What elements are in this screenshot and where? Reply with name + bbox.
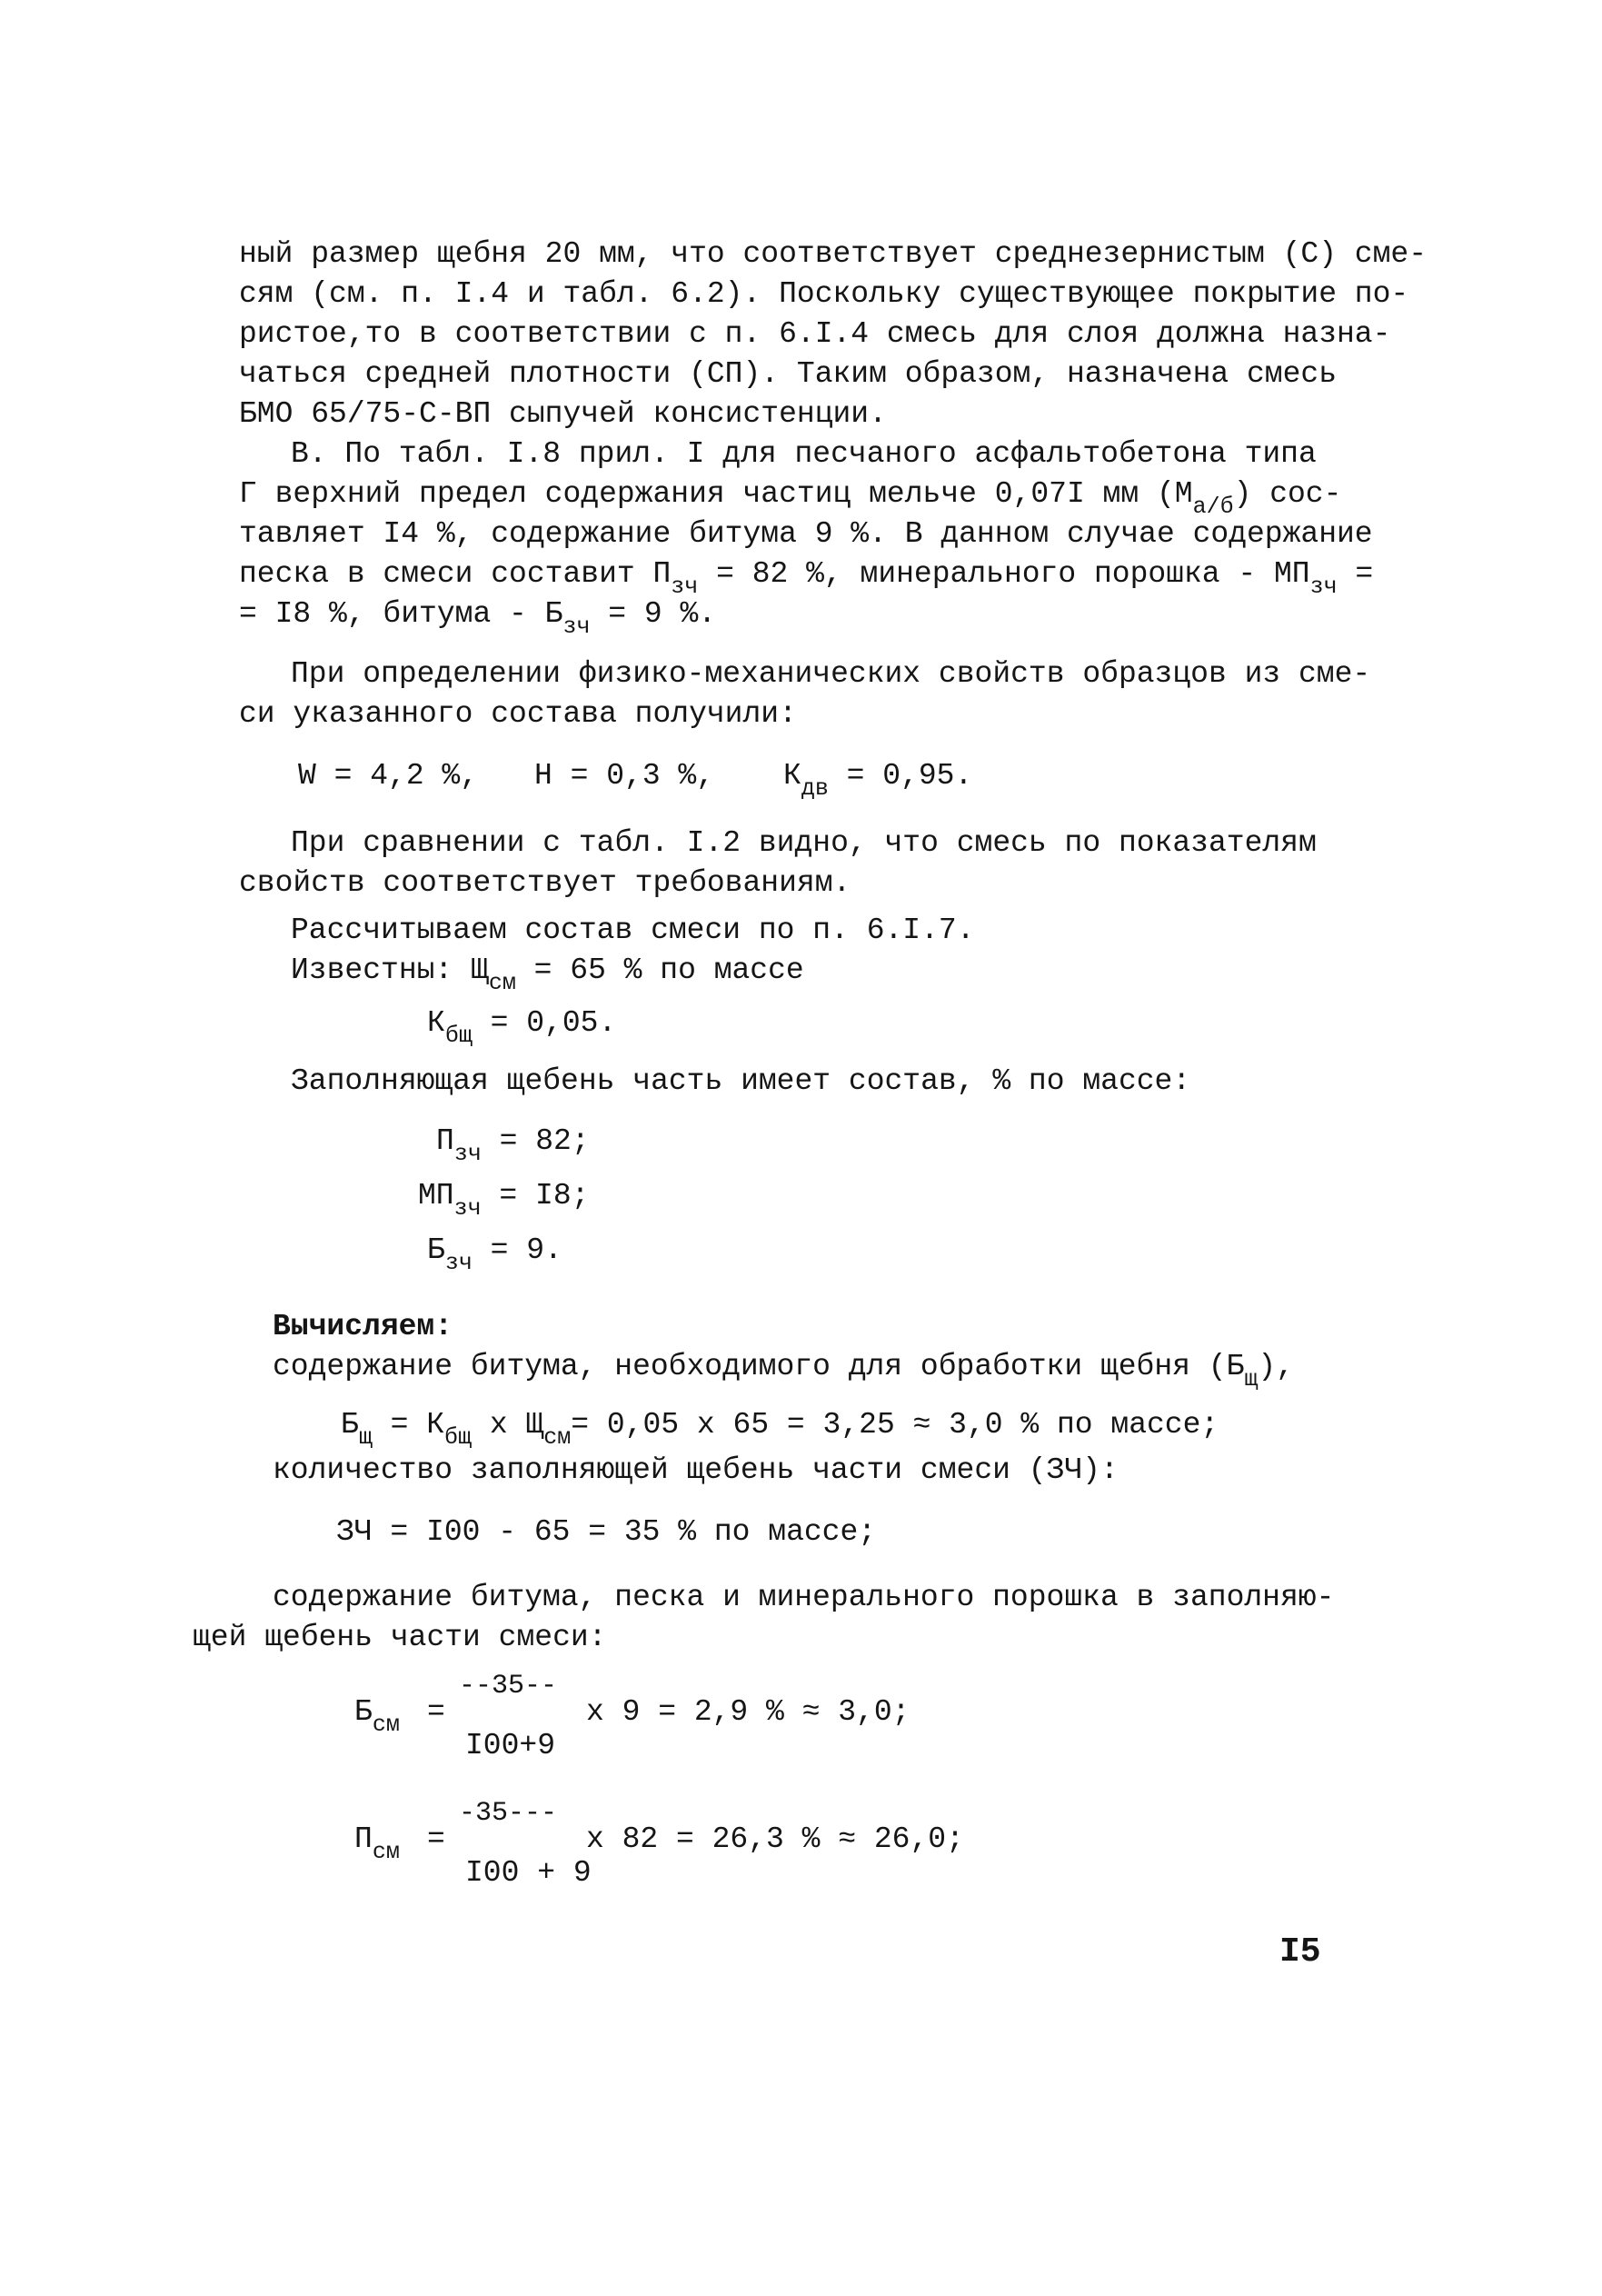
filler-item: $МП_{зч} = I8$; — [418, 1179, 590, 1222]
compute-label: Вычисляем: — [273, 1310, 453, 1343]
equation-2: ЗЧ = I00 - 65 = 35 % по массе; — [336, 1515, 877, 1549]
result-k: $К_{дв} = 0,95$. — [783, 759, 973, 802]
text-line: количество заполняющей щебень части смеси (ЗЧ): — [273, 1453, 1119, 1487]
fraction-denominator: I00+9 — [465, 1729, 556, 1762]
text-line: си указанного состава получили: — [239, 697, 797, 731]
fraction-denominator: I00 + 9 — [465, 1856, 592, 1890]
fraction-numerator: --35-- — [459, 1671, 558, 1702]
page-number: I5 — [1279, 1932, 1321, 1972]
text-line: В. По табл. I.8 прил. I для песчаного асфальтобетона типа — [291, 437, 1317, 471]
fraction-numerator: -35--- — [459, 1798, 558, 1829]
text-line: При сравнении с табл. I.2 видно, что смесь по показателям — [291, 826, 1317, 860]
known-k: $К_{бщ} = 0,05$. — [427, 1006, 617, 1049]
text-line: = I8 %, битума - $Б_{зч} = 9$ %. — [239, 597, 717, 640]
text-line: ный размер щебня 20 мм, что соответствует среднезернистым (С) сме- — [239, 237, 1428, 271]
text-line: ристое,то в соответствии с п. 6.I.4 смесь для слоя должна назна- — [239, 317, 1391, 351]
result-w: W = 4,2 %, — [298, 759, 479, 793]
text-line: содержание битума, песка и минерального порошка в заполняю- — [273, 1581, 1335, 1614]
known-line: Известны: $Щ_{см} = 65$ % по массе — [291, 953, 804, 996]
equation-1: $Б_щ = К_{бщ}$ х $Щ_{см}= 0,05$ х 65 = 3,25 ≈ 3,0 % по массе; — [341, 1408, 1219, 1451]
text-line: БМО 65/75-С-ВП сыпучей консистенции. — [239, 397, 887, 431]
text-line: Рассчитываем состав смеси по п. 6.I.7. — [291, 913, 975, 947]
result-h: Н = 0,3 %, — [534, 759, 715, 793]
text-line: содержание битума, необходимого для обработки щебня $(Б_щ)$, — [273, 1350, 1294, 1393]
document-page: ный размер щебня 20 мм, что соответствует среднезернистым (С) сме- сям (см. п. I.4 и табл. 6.2). Поскольку существующее покрытие по- ристое,то в соответствии с п. 6.I.4 смесь для слоя должна назна- чаться средней плотности (СП). Таким образом, назначена смесь БМО 65/75-С-ВП сыпучей консистенции. В. По табл. I.8 прил. I для песчаного асфальтобетона типа Г верхний предел содержания частиц мельче 0,07I мм $(М_{а/б})$ сос- тавляет I4 %, содержание битума 9 %. В данном случае содержание песка в смеси составит $П_{зч} = 82$ %, минерального порошка - $МП_{зч}$ = = I8 %, битума - $Б_{зч} = 9$ %. При определении физико-механических свойств образцов из сме- си указанного состава получили: W = 4,2 %, Н = 0,3 %, $К_{дв} = 0,95$. При сравнении с табл. I.2 видно, что смесь по показателям свойств соответствует требованиям. Рассчитываем состав смеси по п. 6.I.7. Известны: $Щ_{см} = 65$ % по массе $К_{бщ} = 0,05$. Заполняющая щебень часть имеет состав, % по массе: $П_{зч} = 82$; $МП_{зч} = I8$; $Б_{зч} = 9$. Вычисляем: содержание битума, необходимого для обработки щебня $(Б_щ)$, $Б_щ = К_{бщ}$ х $Щ_{см}= 0,05$ х 65 = 3,25 ≈ 3,0 % по массе; количество заполняющей щебень части смеси (ЗЧ): ЗЧ = I00 - 65 = 35 % по массе; содержание битума, песка и минерального порошка в заполняю- щей щебень части смеси: $Б_{см}$ = --35-- I00+9 х 9 = 2,9 % ≈ 3,0; $П_{см}$ = -35--- I00 + 9 х 82 = 26,3 % ≈ 26,0; I5 — [0, 0, 1602, 2296]
text-line: чаться средней плотности (СП). Таким образом, назначена смесь — [239, 357, 1337, 391]
text-line: свойств соответствует требованиям. — [239, 866, 851, 900]
filler-item: $П_{зч} = 82$; — [436, 1124, 590, 1167]
text-line: сям (см. п. I.4 и табл. 6.2). Поскольку существующее покрытие по- — [239, 277, 1409, 311]
text-line: песка в смеси составит $П_{зч} = 82$ %, минерального порошка - $МП_{зч}$ = — [239, 557, 1374, 600]
text-line: щей щебень части смеси: — [193, 1621, 607, 1654]
text-line: Г верхний предел содержания частиц мельче 0,07I мм $(М_{а/б})$ сос- — [239, 477, 1342, 520]
text-line: При определении физико-механических свойств образцов из сме- — [291, 657, 1371, 691]
filler-item: $Б_{зч} = 9$. — [427, 1233, 562, 1276]
text-line: Заполняющая щебень часть имеет состав, % по массе: — [291, 1064, 1191, 1098]
text-line: тавляет I4 %, содержание битума 9 %. В данном случае содержание — [239, 517, 1373, 551]
